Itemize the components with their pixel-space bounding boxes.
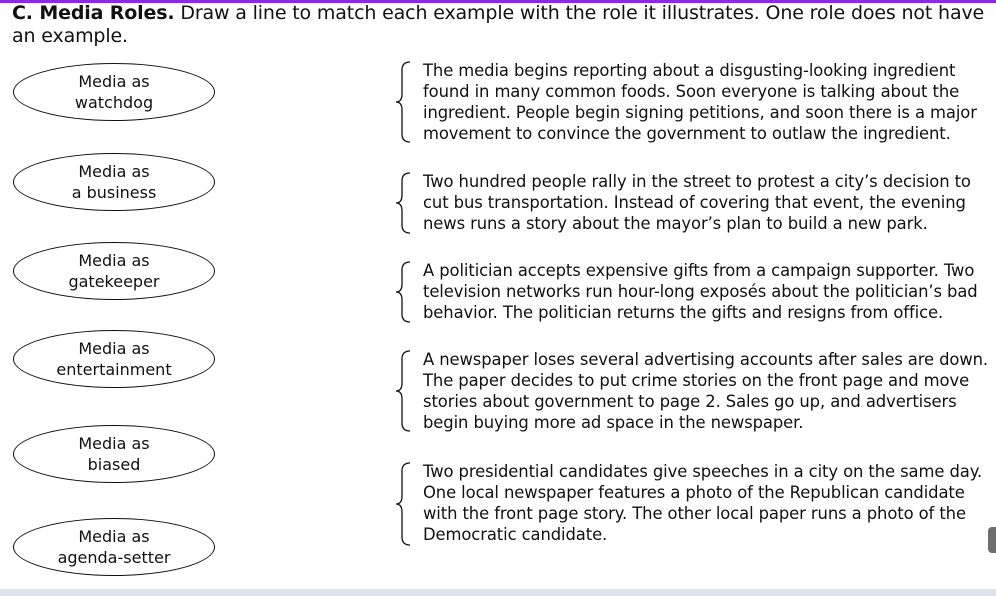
example-text: Two presidential candidates give speeches in a city on the same day. One local newspaper features a photo of the Republican candidate with the front page story. The other local paper runs a photo of the Democratic candidate. [423, 462, 983, 544]
bottom-toolbar-strip [0, 589, 996, 596]
role-oval-watchdog[interactable] [13, 63, 215, 121]
brace-icon [395, 349, 413, 433]
example-text: A politician accepts expensive gifts from a campaign supporter. Two television networks run hour-long exposés about the politician’s bad behavior. The politician returns the gifts and resigns from office. [423, 261, 978, 322]
example-text: The media begins reporting about a disgusting-looking ingredient found in many common foods. Soon everyone is talking about the ingredient. People begin signing petitions, and soon there is a major movement to convince the government to outlaw the ingredient. [423, 61, 977, 143]
role-oval-biased[interactable] [13, 425, 215, 483]
brace-icon [395, 60, 413, 144]
brace-icon [395, 260, 413, 324]
role-label: Media as entertainment [56, 339, 172, 379]
role-oval-business[interactable] [13, 153, 215, 211]
brace-icon [395, 171, 413, 235]
instruction-text: Draw a line to match each example with the role it illustrates. One role does not have an example. [12, 2, 985, 47]
role-oval-gatekeeper[interactable] [13, 242, 215, 300]
example-text: A newspaper loses several advertising accounts after sales are down. The paper decides to put crime stories on the front page and move stories about government to page 2. Sales go up, and advertisers begin buying more ad space in the newspaper. [423, 350, 989, 432]
role-oval-agenda-setter[interactable] [13, 518, 215, 576]
example-text: Two hundred people rally in the street to protest a city’s decision to cut bus transportation. Instead of covering that event, the evening news runs a story about the mayor’s plan to build a new park. [423, 172, 971, 233]
section-instructions [12, 2, 987, 48]
brace-icon [395, 461, 413, 547]
role-label: Media as agenda-setter [57, 527, 171, 567]
role-label: Media as a business [71, 162, 157, 202]
role-label: Media as gatekeeper [68, 251, 160, 291]
role-label: Media as watchdog [74, 72, 154, 112]
section-heading: C. Media Roles. [12, 2, 175, 24]
scrollbar-thumb[interactable] [988, 527, 996, 553]
role-label: Media as biased [78, 434, 150, 474]
role-oval-entertainment[interactable] [13, 330, 215, 388]
